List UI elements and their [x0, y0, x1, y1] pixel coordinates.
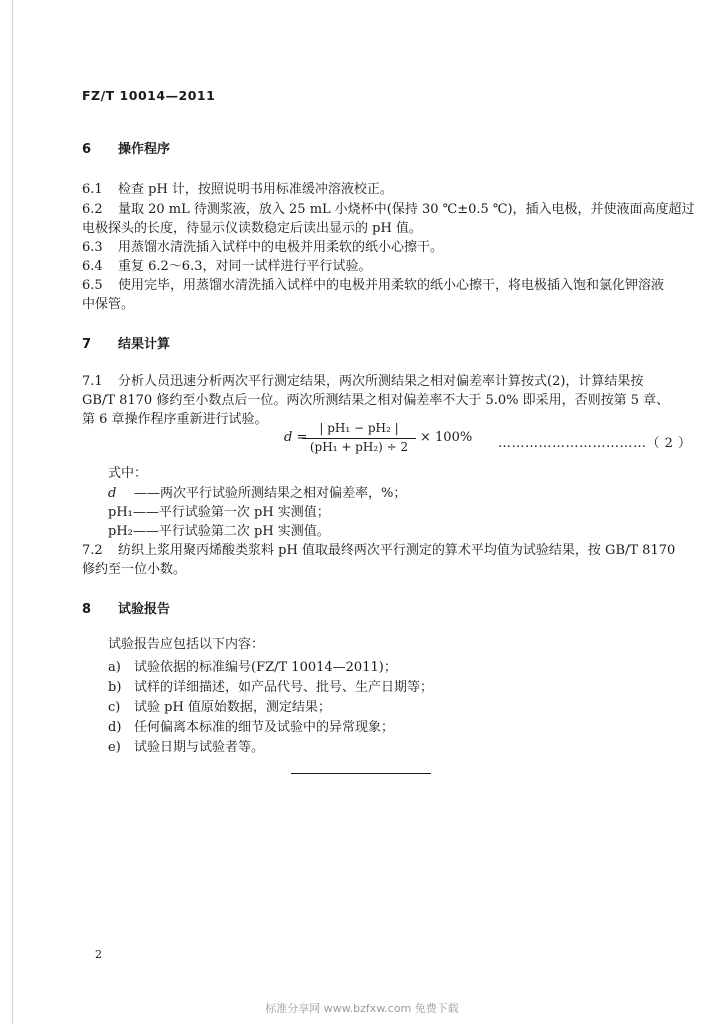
where-label: 式中： [108, 466, 148, 481]
download-site-footer: 标准分享网 www.bzfxw.com 免费下载 [265, 1002, 459, 1015]
scan-edge-line [12, 0, 13, 1024]
clause-7-2-continuation: 修约至一位小数。 [82, 562, 187, 577]
end-of-standard-rule [291, 773, 431, 774]
report-intro: 试验报告应包括以下内容： [108, 637, 265, 652]
section-7-number: 7 [82, 337, 92, 352]
formula-lhs: d = [284, 430, 308, 445]
clause-text: 分析人员迅速分析两次平行测定结果，两次所测结果之相对偏差率计算按式(2)，计算结果按 [118, 374, 644, 389]
list-text: 任何偏离本标准的细节及试验中的异常现象； [134, 720, 395, 735]
clause-text: 重复 6.2～6.3，对同一试样进行平行试验。 [118, 259, 372, 274]
where-item-ph2 [108, 520, 330, 539]
formula-numerator: | pH₁ − pH₂ | [302, 420, 416, 439]
clause-6-4 [82, 255, 371, 274]
clause-number: 6.2 [82, 202, 103, 217]
where-description: ——两次平行试验所测结果之相对偏差率，%； [134, 486, 407, 501]
formula-multiplier: × 100% [420, 430, 473, 445]
list-label: a) [108, 660, 121, 675]
section-6-heading [82, 138, 170, 157]
report-item-c [108, 696, 331, 715]
standard-code-header: FZ/T 10014—2011 [82, 88, 216, 103]
list-label: c) [108, 700, 121, 715]
page-number: 2 [95, 948, 102, 961]
section-6-title: 操作程序 [118, 142, 171, 157]
report-item-d [108, 716, 394, 735]
clause-6-5-continuation: 中保管。 [82, 297, 135, 312]
clause-number: 6.5 [82, 278, 103, 293]
section-8-number: 8 [82, 602, 92, 617]
clause-6-5 [82, 274, 664, 293]
report-item-a [108, 656, 397, 675]
clause-number: 7.1 [82, 374, 103, 389]
list-label: d) [108, 720, 122, 735]
where-item-d [108, 482, 406, 501]
formula-fraction [302, 420, 416, 456]
clause-number: 6.3 [82, 240, 103, 255]
list-text: 试验 pH 值原始数据，测定结果； [134, 700, 331, 715]
where-description: ——平行试验第一次 pH 实测值； [132, 505, 330, 520]
clause-text: 使用完毕，用蒸馏水清洗插入试样中的电极并用柔软的纸小心擦干，将电极插入饱和氯化钾溶液 [118, 278, 665, 293]
report-item-b [108, 676, 433, 695]
list-text: 试样的详细描述，如产品代号、批号、生产日期等； [134, 680, 434, 695]
list-text: 试验依据的标准编号(FZ/T 10014—2011)； [134, 660, 397, 675]
list-label: e) [108, 740, 121, 755]
report-item-e [108, 736, 264, 755]
clause-text: 量取 20 mL 待测浆液，放入 25 mL 小烧杯中(保持 30 ℃±0.5 ℃)，插入电极，并使液面高度超过 [118, 202, 695, 217]
where-item-ph1 [108, 501, 330, 520]
clause-6-2-continuation: 电极探头的长度，待显示仪读数稳定后读出显示的 pH 值。 [82, 221, 422, 236]
clause-6-1 [82, 178, 393, 197]
clause-7-1-line-3: 第 6 章操作程序重新进行试验。 [82, 412, 268, 427]
clause-text: 用蒸馏水清洗插入试样中的电极并用柔软的纸小心擦干。 [118, 240, 444, 255]
clause-7-1-line-2: GB/T 8170 修约至小数点后一位。两次所测结果之相对偏差率不大于 5.0% 即采用，否则按第 5 章、 [82, 393, 670, 408]
clause-text: 纺织上浆用聚丙烯酸类浆料 pH 值取最终两次平行测定的算术平均值为试验结果，按 GB/T 8170 [118, 543, 676, 558]
clause-number: 6.1 [82, 182, 103, 197]
where-symbol: pH₁ [108, 505, 133, 520]
clause-7-2 [82, 539, 675, 558]
clause-6-3 [82, 236, 443, 255]
section-6-number: 6 [82, 142, 92, 157]
section-8-heading [82, 598, 170, 617]
clause-number: 7.2 [82, 543, 103, 558]
equation-number: ……………………………（ 2 ） [498, 436, 692, 451]
list-text: 试验日期与试验者等。 [134, 740, 265, 755]
section-8-title: 试验报告 [118, 602, 171, 617]
where-symbol: d [108, 486, 117, 501]
clause-6-2 [82, 198, 695, 217]
formula-denominator: (pH₁ + pH₂) ÷ 2 [309, 440, 409, 454]
section-7-heading [82, 333, 170, 352]
section-7-title: 结果计算 [118, 337, 171, 352]
list-label: b) [108, 680, 122, 695]
where-description: ——平行试验第二次 pH 实测值。 [132, 524, 330, 539]
where-symbol: pH₂ [108, 524, 133, 539]
clause-7-1 [82, 370, 643, 389]
clause-text: 检查 pH 计，按照说明书用标准缓冲溶液校正。 [118, 182, 393, 197]
clause-number: 6.4 [82, 259, 103, 274]
